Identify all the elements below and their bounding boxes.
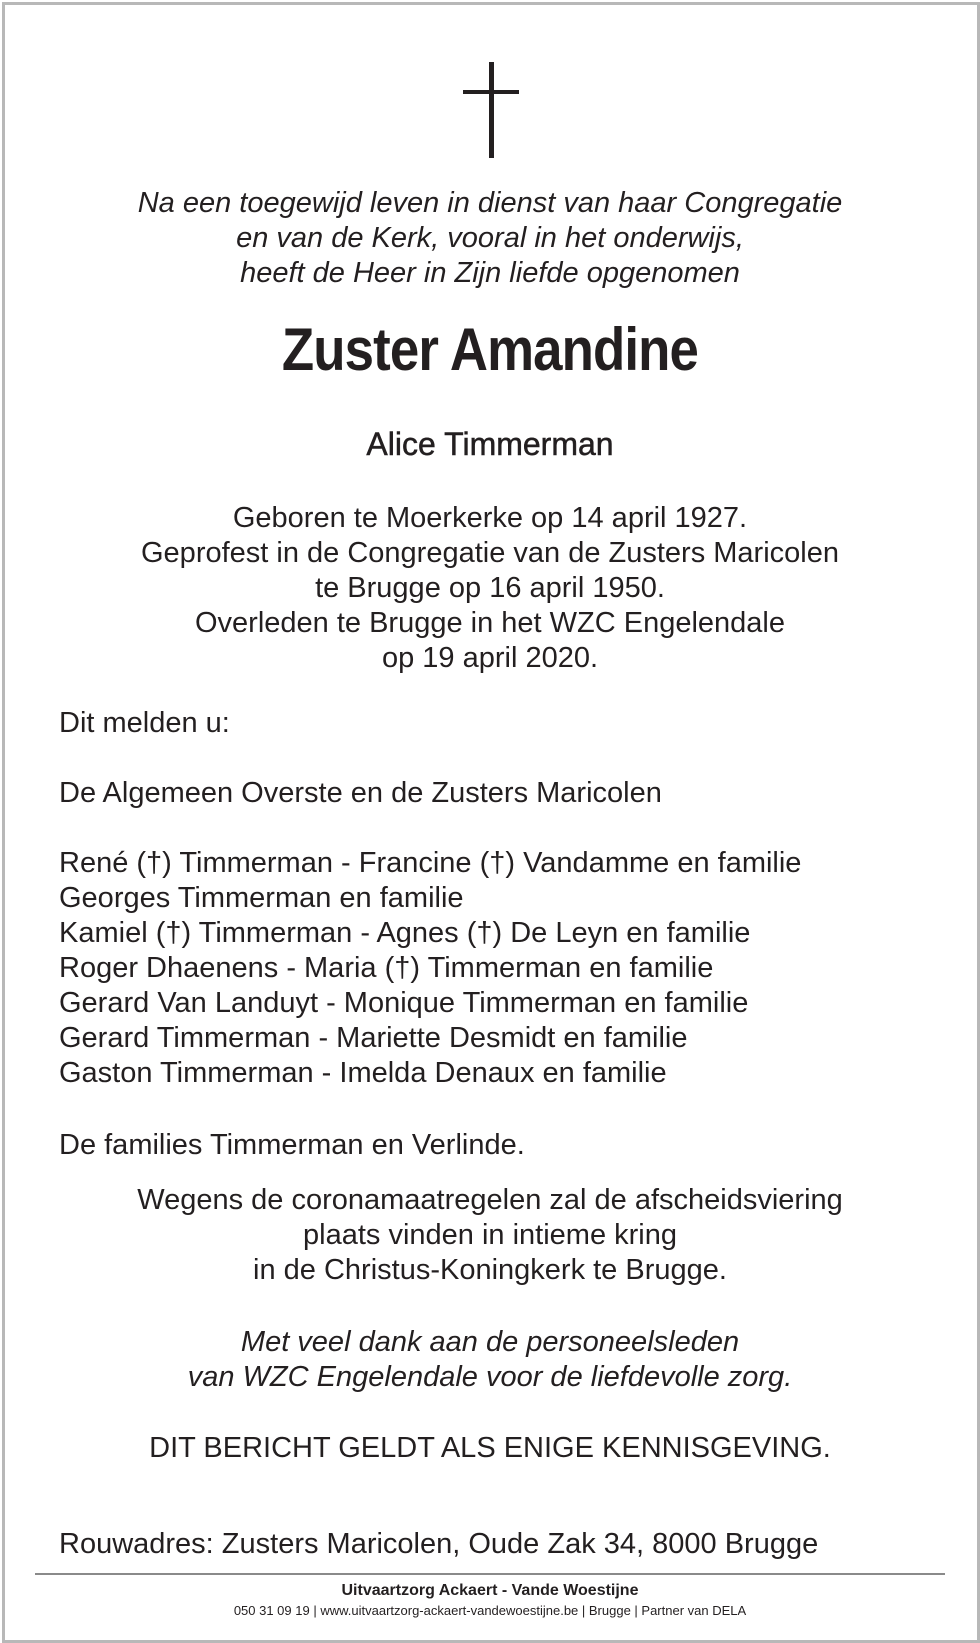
bio-line: op 19 april 2020.: [381, 642, 599, 674]
families-note: De families Timmerman en Verlinde.: [59, 1129, 525, 1161]
family-line: Georges Timmerman en familie: [59, 882, 464, 914]
family-line: Kamiel (†) Timmerman - Agnes (†) De Leyn en familie: [59, 917, 751, 949]
bio-line: Geboren te Moerkerke op 14 april 1927.: [232, 502, 748, 534]
footer-title: Uitvaartzorg Ackaert - Vande Woestijne: [341, 1582, 639, 1599]
intro-text: [0, 186, 980, 291]
announce-text: Dit melden u:: [59, 707, 230, 739]
bio-text: [0, 501, 980, 676]
overste-text: De Algemeen Overste en de Zusters Maricolen: [59, 777, 662, 809]
family-line: René (†) Timmerman - Francine (†) Vandamme en familie: [59, 847, 802, 879]
family-line: Roger Dhaenens - Maria (†) Timmerman en familie: [59, 952, 714, 984]
family-line: Gerard Timmerman - Mariette Desmidt en familie: [59, 1022, 688, 1054]
bio-line: Overleden te Brugge in het WZC Engelendale: [194, 607, 785, 639]
bio-line: Geprofest in de Congregatie van de Zusters Maricolen: [141, 537, 839, 569]
birth-name: Alice Timmerman: [366, 426, 614, 462]
intro-line: en van de Kerk, vooral in het onderwijs,: [236, 222, 744, 254]
corona-line: Wegens de coronamaatregelen zal de afscheidsviering: [137, 1184, 843, 1216]
corona-text: [0, 1183, 980, 1288]
corona-line: in de Christus-Koningkerk te Brugge.: [253, 1254, 727, 1286]
thanks-line: Met veel dank aan de personeelsleden: [240, 1326, 740, 1358]
address-text: Rouwadres: Zusters Maricolen, Oude Zak 34, 8000 Brugge: [59, 1528, 819, 1560]
deceased-name: Zuster Amandine: [281, 316, 699, 383]
intro-line: Na een toegewijd leven in dienst van haar Congregatie: [137, 187, 843, 219]
notice-text: DIT BERICHT GELDT ALS ENIGE KENNISGEVING.: [149, 1432, 831, 1464]
bio-line: te Brugge op 16 april 1950.: [315, 572, 665, 604]
cross-icon: [463, 62, 519, 158]
corona-line: plaats vinden in intieme kring: [303, 1219, 677, 1251]
family-line: Gaston Timmerman - Imelda Denaux en familie: [59, 1057, 667, 1089]
intro-line: heeft de Heer in Zijn liefde opgenomen: [240, 257, 740, 289]
footer-divider: [35, 1573, 945, 1575]
footer-info: 050 31 09 19 | www.uitvaartzorg-ackaert-vandewoestijne.be | Brugge | Partner van DELA: [233, 1603, 747, 1618]
thanks-text: [0, 1325, 980, 1395]
family-list: [59, 846, 801, 1091]
thanks-line: van WZC Engelendale voor de liefdevolle zorg.: [187, 1361, 793, 1393]
family-line: Gerard Van Landuyt - Monique Timmerman en familie: [59, 987, 749, 1019]
